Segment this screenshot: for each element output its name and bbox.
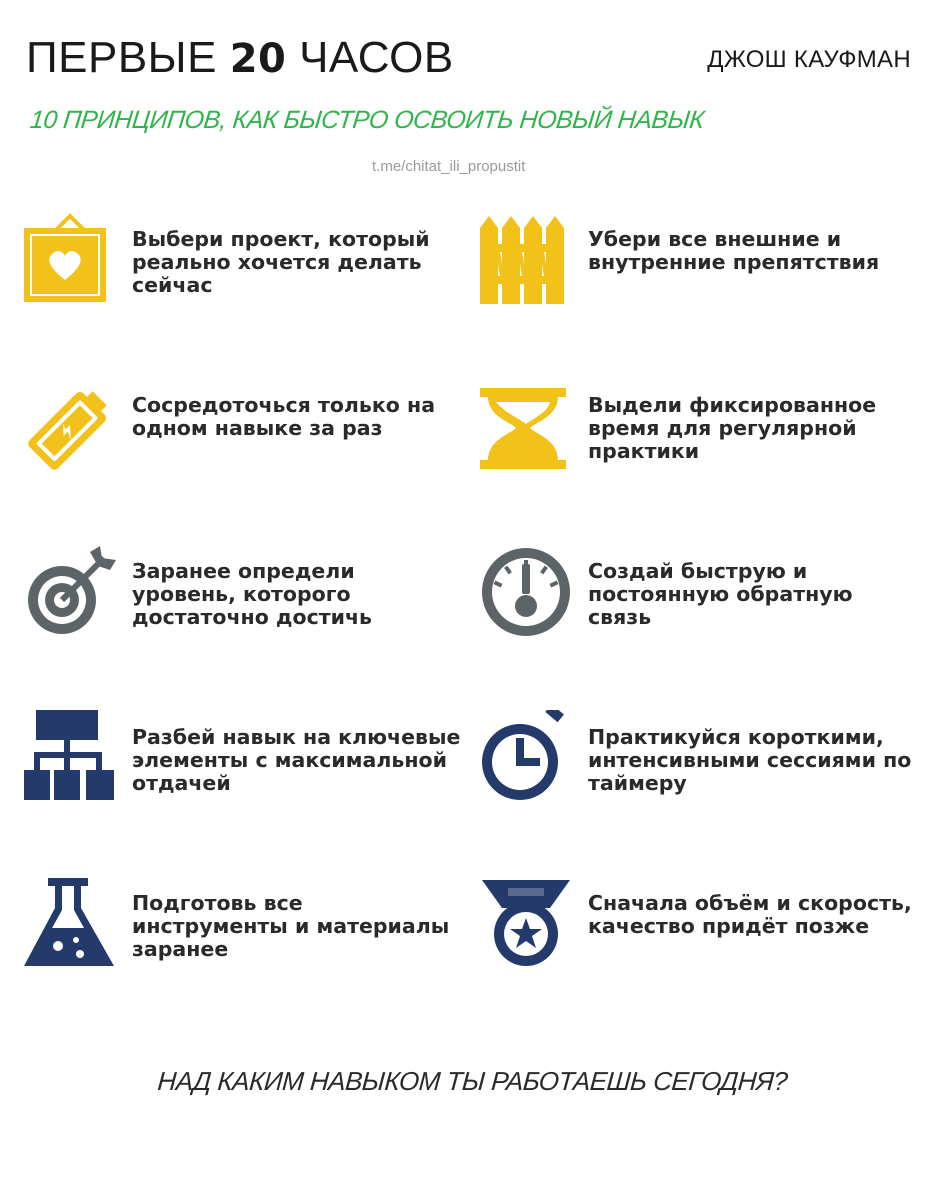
- page-title: [26, 33, 454, 82]
- principle-item: [22, 378, 462, 478]
- principle-text: Выбери проект, который реально хочется делать сейчас: [132, 227, 430, 297]
- principle-text: Сначала объём и скорость, качество придёт позже: [588, 891, 912, 938]
- medal-star-icon: [478, 876, 574, 972]
- fence-icon: [478, 212, 574, 308]
- title-prefix: ПЕРВЫЕ: [26, 33, 230, 82]
- principle-item: [478, 544, 918, 644]
- principle-text: Заранее определи уровень, которого достаточно достичь: [132, 559, 373, 629]
- principle-text: Подготовь все инструменты и материалы заранее: [132, 891, 450, 961]
- principle-item: [478, 378, 918, 478]
- title-suffix: ЧАСОВ: [286, 33, 454, 82]
- principle-text: Сосредоточься только на одном навыке за раз: [132, 393, 436, 440]
- principle-text: Убери все внешние и внутренние препятствия: [588, 227, 880, 274]
- principle-item: [478, 876, 918, 976]
- principle-item: [22, 876, 462, 976]
- principle-text: Практикуйся короткими, интенсивными сессиями по таймеру: [588, 725, 912, 795]
- subtitle: 10 ПРИНЦИПОВ, КАК БЫСТРО ОСВОИТЬ НОВЫЙ НАВЫК: [28, 106, 706, 134]
- author-name: ДЖОШ КАУФМАН: [707, 46, 911, 73]
- hierarchy-icon: [22, 710, 118, 806]
- principle-text: Выдели фиксированное время для регулярной практики: [588, 393, 877, 463]
- principle-item: [22, 544, 462, 644]
- target-arrow-icon: [22, 544, 118, 640]
- channel-link[interactable]: t.me/chitat_ili_propustit: [372, 158, 526, 175]
- title-number: 20: [229, 36, 287, 82]
- principle-item: [478, 710, 918, 810]
- principle-item: [22, 212, 462, 312]
- principle-text: Разбей навык на ключевые элементы с максимальной отдачей: [132, 725, 461, 795]
- stopwatch-icon: [478, 710, 574, 806]
- battery-icon: [22, 378, 118, 474]
- closing-question: НАД КАКИМ НАВЫКОМ ТЫ РАБОТАЕШЬ СЕГОДНЯ?: [156, 1066, 789, 1096]
- hourglass-icon: [478, 378, 574, 474]
- principle-text: Создай быструю и постоянную обратную связь: [588, 559, 853, 629]
- principle-item: [478, 212, 918, 312]
- framed-heart-icon: [22, 212, 118, 308]
- flask-icon: [22, 876, 118, 972]
- gauge-icon: [478, 544, 574, 640]
- principle-item: [22, 710, 462, 810]
